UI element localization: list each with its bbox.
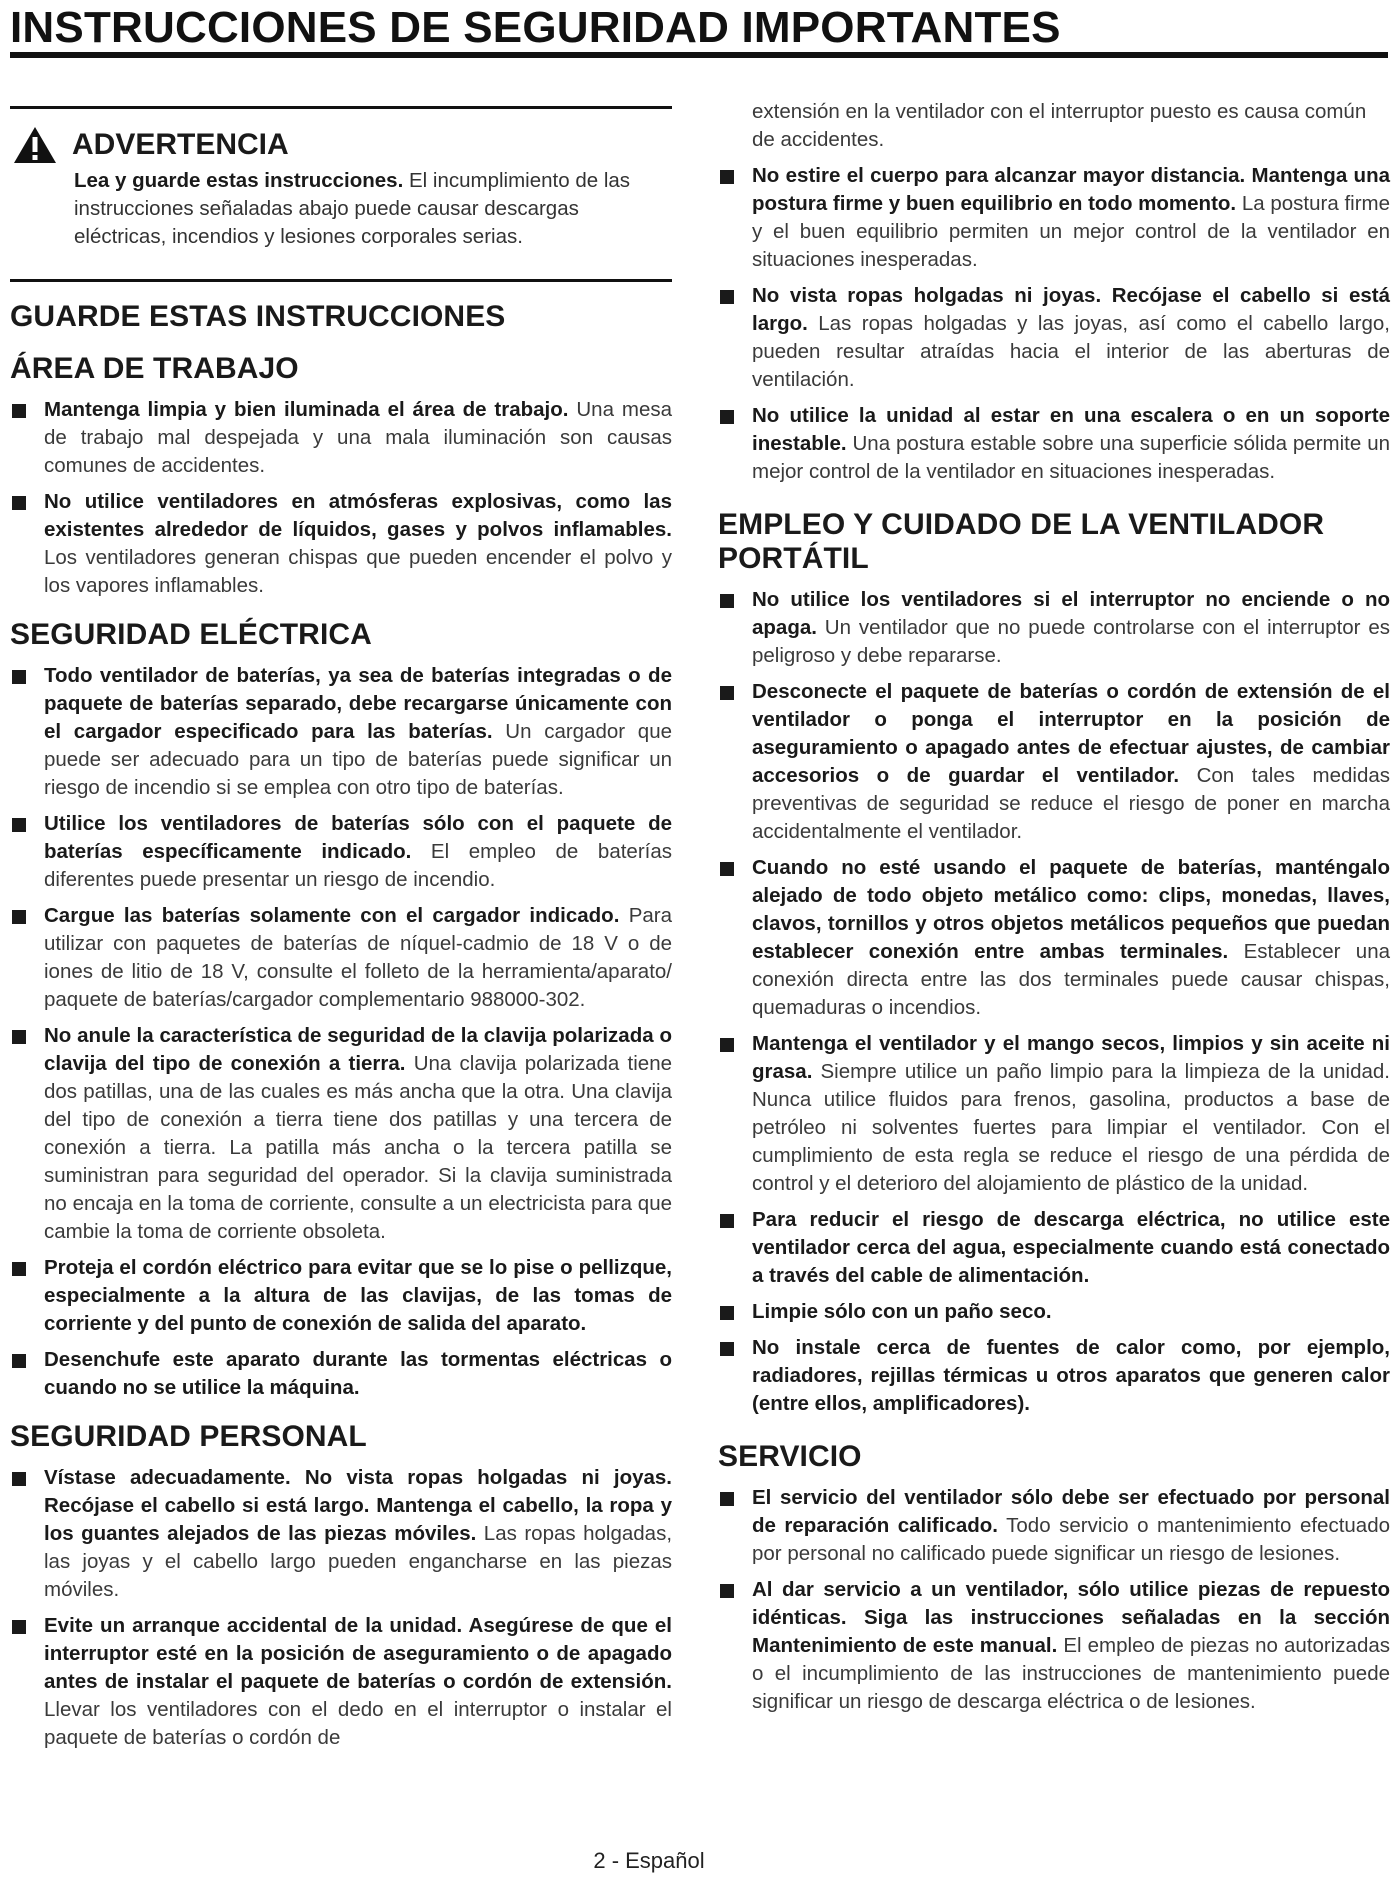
list-item: Al dar servicio a un ventilador, sólo utilice piezas de repuesto idénticas. Siga las instrucciones señaladas en la sección Mantenimiento de este manual. El empleo de piezas no autorizadas o el incumplimiento de las instrucciones de mantenimiento puede significar un riesgo de descarga eléctrica o de lesiones. — [718, 1576, 1390, 1716]
bullet-icon — [720, 290, 734, 304]
list-item: No vista ropas holgadas ni joyas. Recójase el cabello si está largo. Las ropas holgadas y las joyas, así como el cabello largo, pueden resultar atraídas hacia el interior de las aberturas de ventilación. — [718, 282, 1390, 394]
bullet-icon — [12, 1472, 26, 1486]
work-area-heading: ÁREA DE TRABAJO — [10, 352, 299, 385]
bullet-icon — [12, 1620, 26, 1634]
left-column — [10, 96, 672, 1760]
list-item: Proteja el cordón eléctrico para evitar que se lo pise o pellizque, especialmente a la altura de las clavijas, de las tomas de corriente y del punto de conexión de salida del aparato. — [10, 1254, 672, 1338]
work-area-list — [10, 396, 672, 600]
bullet-icon — [720, 1492, 734, 1506]
bullet-icon — [720, 1306, 734, 1320]
warning-body: El incumplimiento de las instrucciones señaladas abajo puede causar descargas eléctricas, incendios y lesiones corporales serias. — [74, 169, 631, 248]
bullet-icon — [720, 686, 734, 700]
bullet-icon — [720, 1584, 734, 1598]
bullet-icon — [720, 1038, 734, 1052]
list-item: Cuando no esté usando el paquete de baterías, manténgalo alejado de todo objeto metálico como: clips, monedas, llaves, clavos, tornillos y otros objetos metálicos pequeños que puedan establecer conexión entre ambas terminales. Establecer una conexión directa entre las dos terminales puede causar chispas, quemaduras o incendios. — [718, 854, 1390, 1022]
list-item: Para reducir el riesgo de descarga eléctrica, no utilice este ventilador cerca del agua, especialmente cuando está conectado a través del cable de alimentación. — [718, 1206, 1390, 1290]
title-rule — [10, 52, 1388, 58]
list-item: No estire el cuerpo para alcanzar mayor distancia. Mantenga una postura firme y buen equilibrio en todo momento. La postura firme y el buen equilibrio permiten un mejor control de la ventilador en situaciones inesperadas. — [718, 162, 1390, 274]
right-column — [718, 98, 1390, 1724]
warning-rule-top — [10, 106, 672, 109]
warning-heading — [10, 125, 672, 165]
list-item: Evite un arranque accidental de la unidad. Asegúrese de que el interruptor esté en la posición de aseguramiento o de apagado antes de instalar el paquete de baterías o cordón de extensión. Llevar los ventiladores con el dedo en el interruptor o instalar el paquete de baterías o cordón de — [10, 1612, 672, 1752]
bullet-icon — [720, 1342, 734, 1356]
bullet-icon — [12, 1262, 26, 1276]
bullet-icon — [12, 496, 26, 510]
list-item: No utilice los ventiladores si el interruptor no enciende o no apaga. Un ventilador que no puede controlarse con el interruptor es peligroso y debe repararse. — [718, 586, 1390, 670]
list-item: No anule la característica de seguridad de la clavija polarizada o clavija del tipo de conexión a tierra. Una clavija polarizada tiene dos patillas, una de las cuales es más ancha que la otra. Una clavija del tipo de conexión a tierra tiene dos patillas y una tercera de conexión a tierra. La patilla más ancha o la tercera patilla se suministran para seguridad del operador. Si la clavija suministrada no encaja en la toma de corriente, consulte a un electricista para que cambie la toma de corriente obsoleta. — [10, 1022, 672, 1246]
list-item: No utilice la unidad al estar en una escalera o en un soporte inestable. Una postura estable sobre una superficie sólida permite un mejor control de la ventilador en situaciones inesperadas. — [718, 402, 1390, 486]
personal-safety-heading: SEGURIDAD PERSONAL — [10, 1420, 367, 1453]
continued-text: extensión en la ventilador con el interruptor puesto es causa común de accidentes. — [752, 100, 1367, 151]
use-care-list — [718, 586, 1390, 1418]
bullet-icon — [12, 1354, 26, 1368]
bullet-icon — [720, 1214, 734, 1228]
list-item: No instale cerca de fuentes de calor como, por ejemplo, radiadores, rejillas térmicas u otros aparatos que generen calor (entre ellos, amplificadores). — [718, 1334, 1390, 1418]
bullet-icon — [12, 1030, 26, 1044]
use-care-heading: EMPLEO Y CUIDADO DE LA VENTILADOR PORTÁTIL — [718, 508, 1325, 575]
bullet-icon — [12, 404, 26, 418]
electrical-safety-list — [10, 662, 672, 1402]
bullet-icon — [720, 410, 734, 424]
list-item: Desenchufe este aparato durante las tormentas eléctricas o cuando no se utilice la máquina. — [10, 1346, 672, 1402]
list-item: Mantenga el ventilador y el mango secos, limpios y sin aceite ni grasa. Siempre utilice un paño limpio para la limpieza de la unidad. Nunca utilice fluidos para frenos, gasolina, productos a base de petróleo ni solventes fuertes para limpiar el ventilador. Con el cumplimiento de esta regla se reduce el riesgo de una pérdida de control y el deterioro del alojamiento de plástico de la unidad. — [718, 1030, 1390, 1198]
personal-safety-list — [10, 1464, 672, 1752]
electrical-safety-heading: SEGURIDAD ELÉCTRICA — [10, 618, 372, 651]
list-item: Vístase adecuadamente. No vista ropas holgadas ni joyas. Recójase el cabello si está largo. Mantenga el cabello, la ropa y los guantes alejados de las piezas móviles. Las ropas holgadas, las joyas y el cabello largo pueden engancharse en las piezas móviles. — [10, 1464, 672, 1604]
bullet-icon — [720, 862, 734, 876]
warning-triangle-icon — [12, 125, 58, 165]
warning-title: ADVERTENCIA — [72, 128, 289, 161]
list-item: Limpie sólo con un paño seco. — [718, 1298, 1390, 1326]
page-number: 2 - Español — [593, 1848, 705, 1873]
page-title: INSTRUCCIONES DE SEGURIDAD IMPORTANTES — [10, 3, 1061, 52]
service-list — [718, 1484, 1390, 1716]
list-item: Utilice los ventiladores de baterías sólo con el paquete de baterías específicamente indicado. El empleo de baterías diferentes puede presentar un riesgo de incendio. — [10, 810, 672, 894]
list-item: Desconecte el paquete de baterías o cordón de extensión de el ventilador o ponga el interruptor en la posición de aseguramiento o apagado antes de efectuar ajustes, de cambiar accesorios o de guardar el ventilador. Con tales medidas preventivas de seguridad se reduce el riesgo de poner en marcha accidentalmente el ventilador. — [718, 678, 1390, 846]
list-item: Cargue las baterías solamente con el cargador indicado. Para utilizar con paquetes de baterías de níquel-cadmio de 18 V o de iones de litio de 18 V, consulte el folleto de la herramienta/aparato/ paquete de baterías/cargador complementario 988000-302. — [10, 902, 672, 1014]
bullet-icon — [720, 594, 734, 608]
bullet-icon — [720, 170, 734, 184]
warning-lead: Lea y guarde estas instrucciones. — [74, 169, 404, 192]
warning-rule-bottom — [10, 279, 672, 282]
service-heading: SERVICIO — [718, 1440, 862, 1473]
bullet-icon — [12, 910, 26, 924]
personal-safety-list-continued — [718, 162, 1390, 486]
page-footer — [0, 1848, 1398, 1874]
list-item: El servicio del ventilador sólo debe ser efectuado por personal de reparación calificado. Todo servicio o mantenimiento efectuado por personal no calificado puede significar un riesgo de lesiones. — [718, 1484, 1390, 1568]
bullet-icon — [12, 670, 26, 684]
list-item: No utilice ventiladores en atmósferas explosivas, como las existentes alrededor de líquidos, gases y polvos inflamables. Los ventiladores generan chispas que pueden encender el polvo y los vapores inflamables. — [10, 488, 672, 600]
bullet-icon — [12, 818, 26, 832]
list-item: Mantenga limpia y bien iluminada el área de trabajo. Una mesa de trabajo mal despejada y una mala iluminación son causas comunes de accidentes. — [10, 396, 672, 480]
warning-text — [74, 167, 672, 251]
save-instructions-heading: GUARDE ESTAS INSTRUCCIONES — [10, 300, 506, 333]
list-item: Todo ventilador de baterías, ya sea de baterías integradas o de paquete de baterías separado, debe recargarse únicamente con el cargador especificado para las baterías. Un cargador que puede ser adecuado para un tipo de baterías puede significar un riesgo de incendio si se emplea con otro tipo de baterías. — [10, 662, 672, 802]
